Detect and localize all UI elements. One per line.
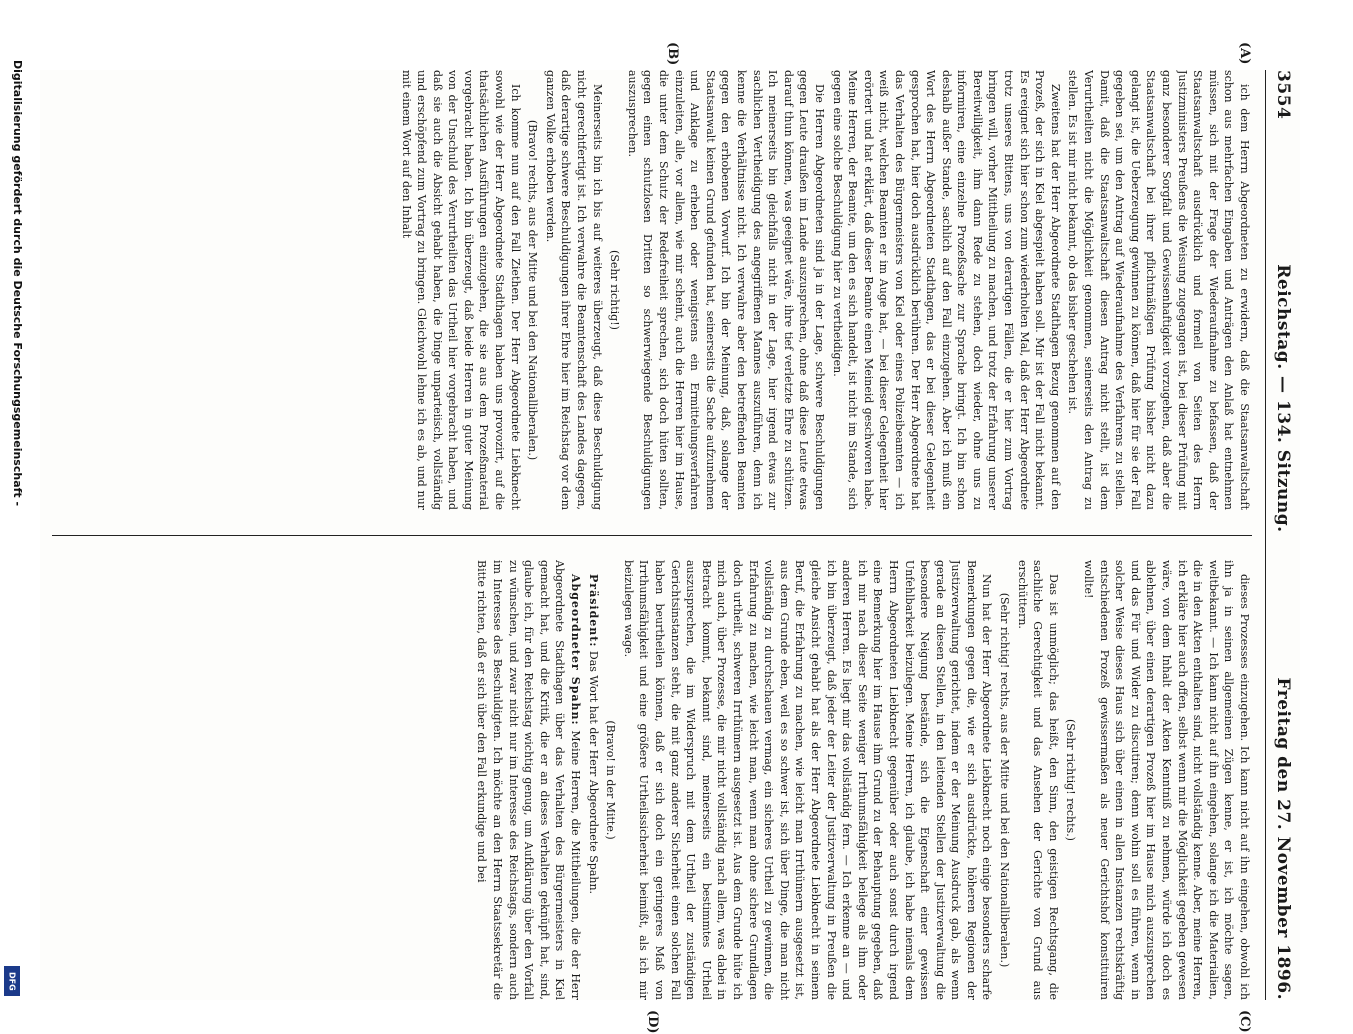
header-date: Freitag den 27. November 1896. bbox=[1273, 677, 1293, 1000]
speaker-label: Präsident: bbox=[586, 574, 600, 648]
digitization-credit bbox=[8, 60, 28, 990]
applause-note: (Sehr richtig! rechts, aus der Mitte und bei den Nationalliberalen.) bbox=[998, 592, 1012, 968]
speaker-paragraph bbox=[585, 560, 601, 1000]
margin-marker-a: (A) bbox=[1237, 42, 1252, 65]
paragraph: ich dem Herrn Abgeordneten zu erwidern, daß die Staatsanwaltschaft schon aus mehrfachen Eingaben und Anträgen den Anlaß hat entnehmen müssen, sich mit der Frage der Wiederaufnahme zu befassen, daß der Staatsanwaltschaft ausdrücklich und formell von Seiten des Herrn Justizministers Preußens die Weisung zugegangen ist, bei dieser Prüfung mit ganz besonderer Sorgfalt und Gewissenhaftigkeit vorzugehen, daß aber die Staatsanwaltschaft bei ihrer pflichtmäßigen Prüfung bisher nicht dazu gelangt ist, die Ueberzeugung gewinnen zu können, daß hier für sie der Fall gegeben sei, um den Antrag auf Wiederaufnahme des Verfahrens zu stellen. Damit, daß die Staatsanwaltschaft diesen Antrag nicht stellt, ist dem Verurtheilten nicht die Möglichkeit genommen, seinerseits den Antrag zu stellen. Es ist mir nicht bekannt, ob das bisher geschehen ist. bbox=[1066, 70, 1251, 510]
header-title: Reichstag. — 134. Sitzung. bbox=[1273, 264, 1293, 533]
margin-marker-c: (C) bbox=[1237, 1010, 1252, 1033]
speaker-text: Das Wort hat der Herr Abgeordnete Spahn. bbox=[586, 650, 600, 895]
rotated-print-page bbox=[40, 42, 1300, 1034]
speaker-paragraph bbox=[474, 560, 583, 1000]
paragraph: dieses Prozesses einzugehen. Ich kann nicht auf ihn eingehen, obwohl ich ihn ja in seinen allgemeinen Zügen kenne, er ist, ich möchte sagen, weltbekannt. — Ich kann nicht auf ihn eingehen, solange ich die Materialien, die in den Akten enthalten sind, nicht vollständig kenne. Aber, meine Herren, ich erkläre hier auch offen, selbst wenn mir die Möglichkeit gegeben gewesen wäre, von dem Inhalt der Akten Kenntniß zu nehmen, würde ich doch es ablehnen, über einen derartigen Prozeß hier im Hause mich auszusprechen und das Für und Wider zu discutiren; denn wohin soll es führen, wenn in solcher Weise dieses Haus sich über einen in allen Instanzen rechtskräftig entschiedenen Prozeß gewissermaßen als neuer Gerichtshof konstituiren wollte! bbox=[1082, 560, 1251, 1000]
dfg-logo-icon: DFG bbox=[4, 966, 20, 996]
paragraph: Nun hat der Herr Abgeordnete Liebknecht noch einige besonders scharfe Bemerkungen gegen die, wie er sich ausdrückte, höheren Regionen der Justizverwaltung gerichtet, indem er der Meinung Ausdruck gab, als wenn gerade an diesen Stellen, in den leitenden Stellen der Justizverwaltung die besondere Neigung bestände, sich die Eigenschaft einer gewissen Unfehlbarkeit beizulegen. Meine Herren, ich glaube, ich habe niemals dem Herrn Abgeordneten Liebknecht gegenüber oder auch sonst durch irgend eine Bemerkung hier im Hause ihm Grund zu der Behauptung gegeben, daß ich mir nach dieser Seite weniger Irrthumsfähigkeit beilege als ihm oder anderen Herren. Es liegt mir das vollständig fern. — Ich erkenne an — und ich bin überzeugt, daß jeder der Leiter der Justizverwaltung in Preußen die gleiche Ansicht gehabt hat als der Herr Abgeordnete Liebknecht in seinem Beruf, die Erfahrung zu machen, wie leicht man Irrthümern ausgesetzt ist, aus dem Grunde eben, weil es so schwer ist, sich über Dinge, die man nicht vollständig zu durchschauen vermag, ein sicheres Urtheil zu gewinnen, die Erfahrung zu machen, wie leicht man, wenn man ohne sichere Grundlagen doch urtheilt, schweren Irrthümern ausgesetzt ist. Aus dem Grunde hüte ich mich auch, über Prozesse, die mir nicht vollständig nach allem, was dabei in Betracht kommt, bekannt sind, meinerseits ein bestimmtes Urtheil auszusprechen, die im Widerspruch mit dem Urtheil der zuständigen Gerichtsinstanzen steht, die mit ganz anderer Sicherheit einen solchen Fall haben beurtheilen können, daß er sich doch ein geringeres Maß von Irrthumsfähigkeit und eine größere Urtheilssicherheit beimißt, als ich mir beizulegen wage. bbox=[621, 560, 994, 1000]
document-page bbox=[40, 42, 1300, 1034]
applause-note: (Sehr richtig!) bbox=[608, 250, 622, 330]
paragraph: Meinerseits bin ich bis auf weiteres überzeugt, daß diese Beschuldigung nicht gerechtfertigt ist. Ich verwahre die Beamtenschaft des Landes dagegen, daß derartige schwere Beschuldigungen ihrer Ehre hier im Reichstag vor dem ganzen Volke erhoben werden. bbox=[543, 70, 604, 510]
paragraph: Das ist unmöglich; das heißt, den Sinn, den geistigen Rechtsgang, die sachliche Gerechtigkeit und das Ansehen der Gerichte von Grund aus erschüttern. bbox=[1015, 560, 1060, 1000]
credit-text: Digitalisierung gefördert durch die Deutsche Forschungsgemeinschaft - bbox=[11, 60, 24, 507]
applause-note: (Bravo! in der Mitte.) bbox=[604, 720, 618, 840]
right-column bbox=[52, 560, 1252, 1000]
page-number: 3554 bbox=[1273, 70, 1293, 120]
margin-marker-d: (D) bbox=[645, 1010, 660, 1034]
applause-note: (Bravo! rechts, aus der Mitte und bei den Nationalliberalen.) bbox=[526, 119, 540, 461]
column-divider bbox=[52, 535, 1252, 536]
left-column bbox=[52, 70, 1252, 510]
speaker-label: Abgeordneter Spahn: bbox=[569, 574, 583, 726]
applause-note: (Sehr richtig! rechts.) bbox=[1064, 719, 1078, 841]
margin-marker-b: (B) bbox=[665, 42, 680, 66]
page-header bbox=[1265, 70, 1300, 1000]
speaker-text: Meine Herren, die Mittheilungen, die der Herr Abgeordnete Stadthagen über das Verhalten des Bürgermeisters in Kiel gemacht hat, und die Kritik, die er an dieses Verhalten geknüpft hat, sind, glaube ich, für den Reichstag wichtig genug, um Aufklärung über den Vorfall zu wünschen, und zwar nicht nur im Interesse des Reichstags, sondern auch im Interesse des Beschuldigten. Ich möchte an den Herrn Staatssekretär die Bitte richten, daß er sich über den Fall erkundige und bei bbox=[475, 560, 583, 1000]
paragraph: Zweitens hat der Herr Abgeordnete Stadthagen Bezug genommen auf den Prozeß, der sich in Kiel abgespielt haben soll. Mir ist der Fall nicht bekannt. Es ereignet sich hier schon zum wiederholten Mal, daß der Herr Abgeordnete trotz unseres Bittens, uns von derartigen Fällen, die er hier zum Vortrag bringen will, vorher Mittheilung zu machen, und trotz der Erfahrung unserer Bereitwilligkeit, ihm dann Rede zu stehen, doch wieder, ohne uns zu informiren, eine einzelne Prozeßsache zur Sprache bringt. Ich bin schon deshalb außer Stande, sachlich auf den Fall einzugehen. Aber ich muß ein Wort des Herrn Abgeordneten Stadthagen, das er bei dieser Gelegenheit gesprochen hat, hier doch ausdrücklich berühren. Der Herr Abgeordnete hat das Verhalten des Bürgermeisters von Kiel oder eines Polizeibeamten — ich weiß nicht, welchen Beamten er im Auge hat, — bei dieser Gelegenheit hier erörtert und hat erklärt, daß dieser Beamte einen Meineid geschworen habe. Meine Herren, der Beamte, um den es sich handelt, ist nicht im Stande, sich gegen eine solche Beschuldigung hier zu vertheidigen. bbox=[830, 70, 1062, 510]
paragraph: Ich komme nun auf den Fall Ziethen. Der Herr Abgeordnete Liebknecht sowohl wie der Herr Abgeordnete Stadthagen haben uns provozirt, auf die thatsächlichen Ausführungen einzugehen, die sie aus dem Prozeßmaterial vorgebracht haben. Ich bin überzeugt, daß beide Herren in guter Meinung von der Unschuld des Verurtheilten das Urtheil hier vorgebracht haben, und daß sie auch die Absicht gehabt haben, die Dinge unparteiisch, vollständig und erschöpfend zum Vortrag zu bringen. Gleichwohl lehne ich es ab, und nur mit einem Wort auf den Inhalt bbox=[399, 70, 522, 510]
paragraph: Die Herren Abgeordneten sind ja in der Lage, schwere Beschuldigungen gegen Leute draußen im Lande auszusprechen, ohne daß diese Leute etwas darauf thun können, was geeignet wäre, ihre tief verletzte Ehre zu schützen. Ich meinerseits bin gleichfalls nicht in der Lage, hier irgend etwas zur sachlichen Vertheidigung des angegriffenen Mannes auszuführen, denn ich kenne die Verhältnisse nicht. Ich verwahre aber den betreffenden Beamten gegen den erhobenen Vorwurf. Ich bin der Meinung, daß, solange der Staatsanwalt keinen Grund gefunden hat, seinerseits die Sache aufzunehmen und Anklage zu erheben oder wenigstens ein Ermittelungsverfahren einzuleiten, alle, vor allem, wie mir scheint, auch die Herren hier im Hause, die unter dem Schutz der Redefreiheit sprechen, sich doch hüten sollten, gegen einen schutzlosen Dritten so schwerwiegende Beschuldigungen auszusprechen. bbox=[625, 70, 826, 510]
